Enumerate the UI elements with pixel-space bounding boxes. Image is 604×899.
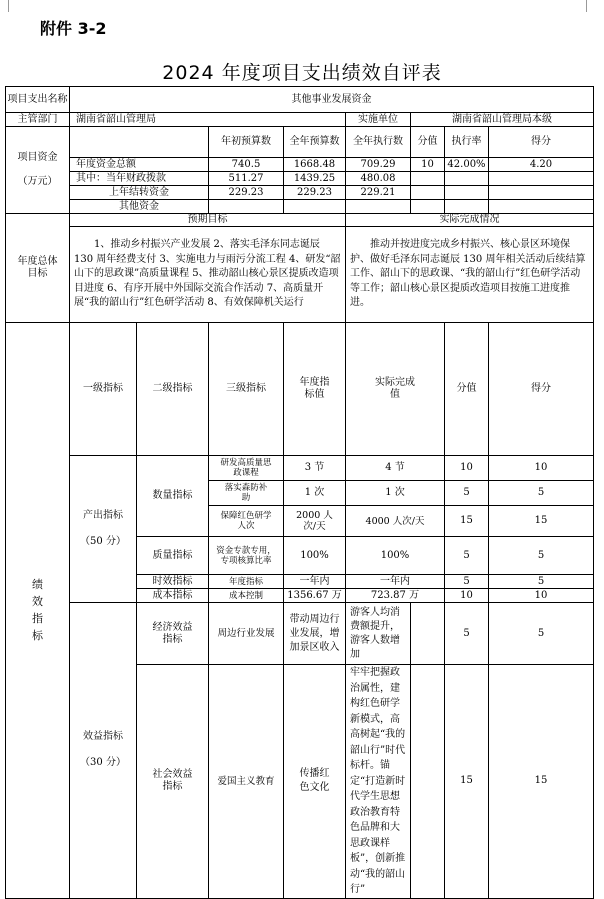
score-cell: 5 — [445, 481, 489, 506]
fund-get — [489, 200, 594, 214]
fund-score — [411, 172, 445, 186]
target-cell: 一年内 — [284, 575, 346, 589]
target-cell: 1 次 — [284, 481, 346, 506]
score-cell: 5 — [445, 575, 489, 589]
col-exec: 全年执行数 — [346, 127, 411, 158]
header-level1: 一级指标 — [70, 323, 137, 456]
fund-rate: 42.00% — [445, 158, 489, 172]
col-budget: 年初预算数 — [209, 127, 284, 158]
benefit-label — [70, 603, 137, 899]
l3-cell: 资金专款专用，专项核算比率 — [209, 537, 284, 575]
actual-pad-cell — [411, 665, 445, 899]
header-get: 得分 — [489, 323, 594, 456]
target-cell: 1356.67 万 — [284, 589, 346, 603]
fund-rate — [445, 186, 489, 200]
get-cell: 10 — [489, 456, 594, 481]
benefit-label-text: 效益指标 — [83, 731, 123, 743]
table-row — [6, 456, 594, 481]
unit-label: 实施单位 — [346, 113, 411, 127]
actual-cell: 4000 人次/天 — [346, 506, 445, 537]
col-full: 全年预算数 — [284, 127, 346, 158]
actual-pad-cell — [411, 603, 445, 665]
fund-exec: 709.29 — [346, 158, 411, 172]
actual-header: 实际完成情况 — [346, 214, 594, 227]
actual-cell: 牢牢把握政治属性，建构红色研学新模式，高高树起“我的韶山行”时代标杆。锚定“打造新时代学生思想政治教育特色品牌和大思政课样板”，创新推动“我的韶山行” — [346, 665, 411, 899]
fund-full: 229.23 — [284, 186, 346, 200]
fund-full — [284, 200, 346, 214]
col-score: 分值 — [411, 127, 445, 158]
l3-cell: 爱国主义教育 — [209, 665, 284, 899]
fund-score — [411, 186, 445, 200]
output-label — [70, 456, 137, 603]
get-cell: 5 — [489, 575, 594, 589]
fund-budget: 740.5 — [209, 158, 284, 172]
target-cell: 3 节 — [284, 456, 346, 481]
social-label: 社会效益指标 — [137, 665, 209, 899]
goals-label: 年度总体目标 — [6, 214, 70, 323]
expected-text: 1、推动乡村振兴产业发展 2、落实毛泽东同志诞辰 130 周年经费支付 3、实施电力与雨污分流工程 4、研发“韶山下的思政课”高质量课程 5、推动韶山核心景区提质改造项目进度 6、有序开展中外国际交流合作活动 7、高质量开展“我的韶山行”红色研学活动 8、有效保障机关运行 — [70, 227, 346, 323]
get-cell: 5 — [489, 481, 594, 506]
l3-cell: 落实森防补助 — [209, 481, 284, 506]
score-cell: 5 — [445, 537, 489, 575]
page-corner-mark — [586, 0, 604, 12]
fund-get — [489, 172, 594, 186]
actual-cell: 1 次 — [346, 481, 445, 506]
actual-cell: 游客人均消费额提升，游客人数增加 — [346, 603, 411, 665]
table-row — [6, 172, 594, 186]
target-cell: 带动周边行业发展，增加景区收入 — [284, 603, 346, 665]
fund-score — [411, 200, 445, 214]
col-get: 得分 — [489, 127, 594, 158]
page-corner-mark — [0, 0, 9, 12]
output-label-text: 产出指标 — [83, 510, 123, 521]
col-rate: 执行率 — [445, 127, 489, 158]
table-row — [6, 158, 594, 172]
economic-label: 经济效益指标 — [137, 603, 209, 665]
fund-row-label: 其他资金 — [70, 200, 209, 214]
table-row — [6, 200, 594, 214]
actual-cell: 100% — [346, 537, 445, 575]
fund-full: 1439.25 — [284, 172, 346, 186]
score-cell: 15 — [445, 506, 489, 537]
dept-label: 主管部门 — [6, 113, 70, 127]
funds-label-line1: 项目资金 — [17, 152, 58, 163]
fund-exec: 229.21 — [346, 186, 411, 200]
table-row — [6, 186, 594, 200]
header-score: 分值 — [445, 323, 489, 456]
indicators-section-label — [6, 323, 70, 899]
header-target: 年度指标值 — [284, 323, 346, 456]
attachment-label: 附件 3-2 — [40, 19, 107, 38]
dept-value: 湖南省韶山管理局 — [70, 113, 346, 127]
fund-full: 1668.48 — [284, 158, 346, 172]
fund-rate — [445, 200, 489, 214]
fund-exec — [346, 200, 411, 214]
fund-budget — [209, 200, 284, 214]
quality-label: 质量指标 — [137, 537, 209, 575]
get-cell: 10 — [489, 589, 594, 603]
evaluation-table — [5, 86, 594, 899]
actual-cell: 4 节 — [346, 456, 445, 481]
time-label: 时效指标 — [137, 575, 209, 589]
get-cell: 15 — [489, 665, 594, 899]
target-cell: 2000 人次/天 — [284, 506, 346, 537]
header-actual: 实际完成值 — [346, 323, 445, 456]
cost-label: 成本指标 — [137, 589, 209, 603]
benefit-points: （30 分） — [80, 757, 126, 769]
indicators-section-text: 绩效指标 — [32, 578, 43, 643]
quantity-label: 数量指标 — [137, 456, 209, 537]
fund-row-label: 其中：当年财政拨款 — [70, 172, 209, 186]
fund-rate — [445, 172, 489, 186]
score-cell: 10 — [445, 589, 489, 603]
funds-label-line2: （万元） — [17, 176, 58, 187]
actual-cell: 723.87 万 — [346, 589, 445, 603]
output-points: （50 分） — [80, 536, 126, 547]
l3-cell: 研发高质量思政课程 — [209, 456, 284, 481]
get-cell: 5 — [489, 603, 594, 665]
page-title: 2024 年度项目支出绩效自评表 — [162, 62, 442, 84]
fund-get: 4.20 — [489, 158, 594, 172]
get-cell: 5 — [489, 537, 594, 575]
project-name-label: 项目支出名称 — [6, 87, 70, 113]
score-cell: 15 — [445, 665, 489, 899]
table-row — [6, 603, 594, 665]
fund-row-label: 年度资金总额 — [70, 158, 209, 172]
header-level3: 三级指标 — [209, 323, 284, 456]
project-name-value: 其他事业发展资金 — [70, 87, 594, 113]
actual-cell: 一年内 — [346, 575, 445, 589]
l3-cell: 周边行业发展 — [209, 603, 284, 665]
fund-exec: 480.08 — [346, 172, 411, 186]
actual-text: 推动并按进度完成乡村振兴、核心景区环境保护、做好毛泽东同志诞辰 130 周年相关活动后续结算工作、韶山下的思政课、“我的韶山行”红色研学活动等工作；韶山核心景区提质改造项目按施工进度推进。 — [346, 227, 594, 323]
header-level2: 二级指标 — [137, 323, 209, 456]
fund-budget: 229.23 — [209, 186, 284, 200]
funds-label — [6, 127, 70, 214]
score-cell: 5 — [445, 603, 489, 665]
get-cell: 15 — [489, 506, 594, 537]
expected-header: 预期目标 — [70, 214, 346, 227]
unit-value: 湖南省韶山管理局本级 — [411, 113, 594, 127]
score-cell: 10 — [445, 456, 489, 481]
fund-score: 10 — [411, 158, 445, 172]
l3-cell: 年度指标 — [209, 575, 284, 589]
l3-cell: 保障红色研学人次 — [209, 506, 284, 537]
fund-budget: 511.27 — [209, 172, 284, 186]
target-cell: 传播红色文化 — [284, 665, 346, 899]
funds-header-blank — [70, 127, 209, 158]
l3-cell: 成本控制 — [209, 589, 284, 603]
fund-get — [489, 186, 594, 200]
fund-row-label: 上年结转资金 — [70, 186, 209, 200]
target-cell: 100% — [284, 537, 346, 575]
